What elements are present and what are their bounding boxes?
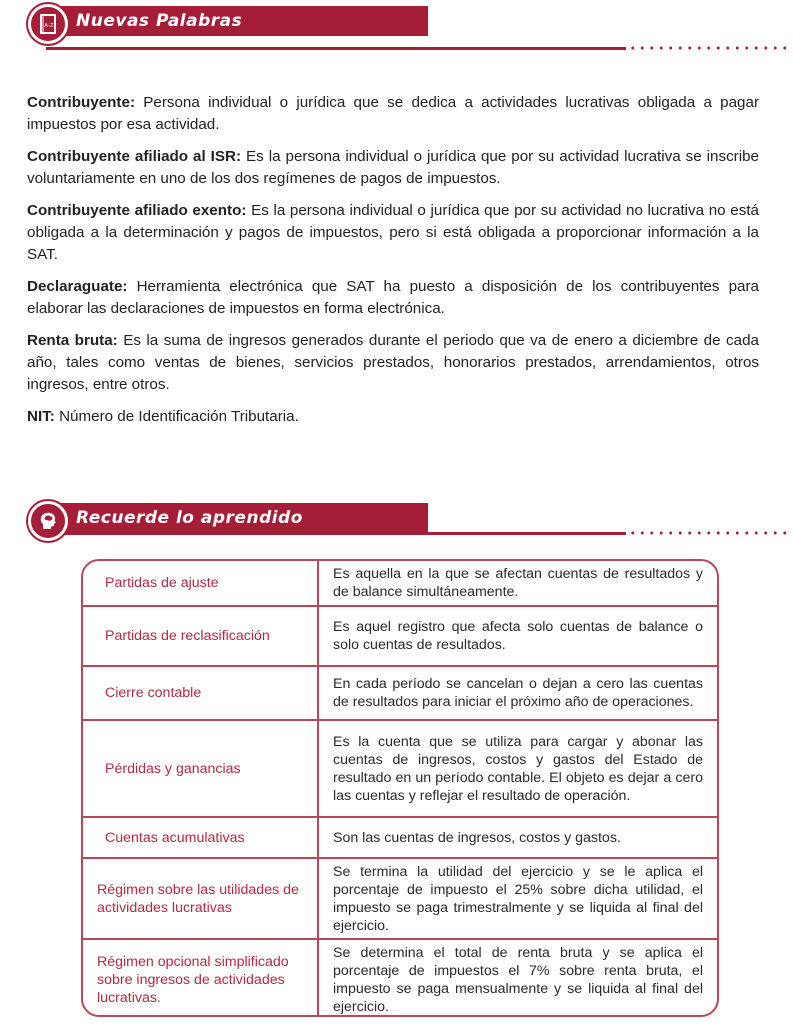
glossary-definition: Herramienta electrónica que SAT ha puesto a disposición de los contribuyentes para elaborar las declaraciones de impuestos en forma electrónica. <box>27 278 759 317</box>
definition-cell: Es aquella en la que se afectan cuentas de resultados y de balance simultáneamente. <box>318 561 717 606</box>
section-title: Recuerde lo aprendido <box>76 508 303 528</box>
review-table <box>81 559 719 1017</box>
glossary-term: NIT: <box>27 408 55 425</box>
glossary-term: Contribuyente afiliado exento: <box>27 202 247 219</box>
glossary-entry <box>27 406 759 428</box>
definition-cell: Es la cuenta que se utiliza para cargar y abonar las cuentas de ingresos, costos y gastos del Estado de resultado en un período contable. El objeto es dejar a cero las cuentas y reflejar el resultado de operación. <box>318 720 717 817</box>
glossary-entry <box>27 146 759 190</box>
term-cell: Régimen opcional simplificado sobre ingresos de actividades lucrativas. <box>83 939 318 1017</box>
glossary-definition: Persona individual o jurídica que se dedica a actividades lucrativas obligada a pagar impuestos por esa actividad. <box>27 94 759 133</box>
header-dotted-line <box>628 45 788 51</box>
table-row <box>83 666 717 720</box>
header-dotted-line <box>628 530 788 536</box>
glossary-term: Contribuyente: <box>27 94 135 111</box>
head-brain-icon <box>28 501 68 541</box>
glossary-entry <box>27 276 759 320</box>
term-cell: Partidas de reclasificación <box>83 606 318 666</box>
glossary-entry <box>27 92 759 136</box>
glossary-definition: Es la persona individual o jurídica que por su actividad lucrativa se inscribe voluntariamente en uno de los dos regímenes de pagos de impuestos. <box>27 148 759 187</box>
definition-cell: Se termina la utilidad del ejercicio y se le aplica el porcentaje de impuesto el 25% sobre dicha utilidad, el impuesto se paga trimestralmente y se liquida al final del ejercicio. <box>318 858 717 939</box>
glossary-term: Contribuyente afiliado al ISR: <box>27 148 242 165</box>
glossary-definition: Es la suma de ingresos generados durante el periodo que va de enero a diciembre de cada año, tales como ventas de bienes, servicios prestados, honorarios prestados, arrendamientos, otros ingresos, entre otros. <box>27 332 759 393</box>
glossary-term: Declaraguate: <box>27 278 128 295</box>
glossary-definition: Es la persona individual o jurídica que por su actividad no lucrativa no está obligada a la determinación y pagos de impuestos, pero si está obligada a proporcionar información a la SAT. <box>27 202 759 263</box>
definition-cell: Son las cuentas de ingresos, costos y gastos. <box>318 817 717 858</box>
term-cell: Cierre contable <box>83 666 318 720</box>
header-underline <box>46 47 626 50</box>
table-row <box>83 561 717 606</box>
table-row <box>83 858 717 939</box>
definition-cell: En cada período se cancelan o dejan a cero las cuentas de resultados para iniciar el próximo año de operaciones. <box>318 666 717 720</box>
definition-cell: Se determina el total de renta bruta y se aplica el porcentaje de impuestos el 7% sobre renta bruta, el impuesto se paga mensualmente y se liquida al final del ejercicio. <box>333 944 703 1015</box>
term-cell: Régimen sobre las utilidades de actividades lucrativas <box>83 858 318 939</box>
term-cell: Cuentas acumulativas <box>83 817 318 858</box>
term-cell: Pérdidas y ganancias <box>83 720 318 817</box>
glossary-term: Renta bruta: <box>27 332 118 349</box>
term-cell: Partidas de ajuste <box>83 561 318 606</box>
glossary-list <box>27 92 759 438</box>
review-header <box>28 501 793 541</box>
table-row <box>83 939 717 1017</box>
svg-text:A-Z: A-Z <box>44 23 54 29</box>
header-underline <box>46 532 626 535</box>
table-row <box>83 817 717 858</box>
table-row <box>83 606 717 666</box>
glossary-entry <box>27 200 759 266</box>
glossary-entry <box>27 330 759 396</box>
section-title: Nuevas Palabras <box>76 11 243 31</box>
definition-cell: Es aquel registro que afecta solo cuentas de balance o solo cuentas de resultados. <box>318 606 717 666</box>
book-a-z-icon <box>28 4 68 44</box>
glossary-definition: Número de Identificación Tributaria. <box>54 408 299 425</box>
new-words-header <box>28 4 793 44</box>
table-row <box>83 720 717 817</box>
